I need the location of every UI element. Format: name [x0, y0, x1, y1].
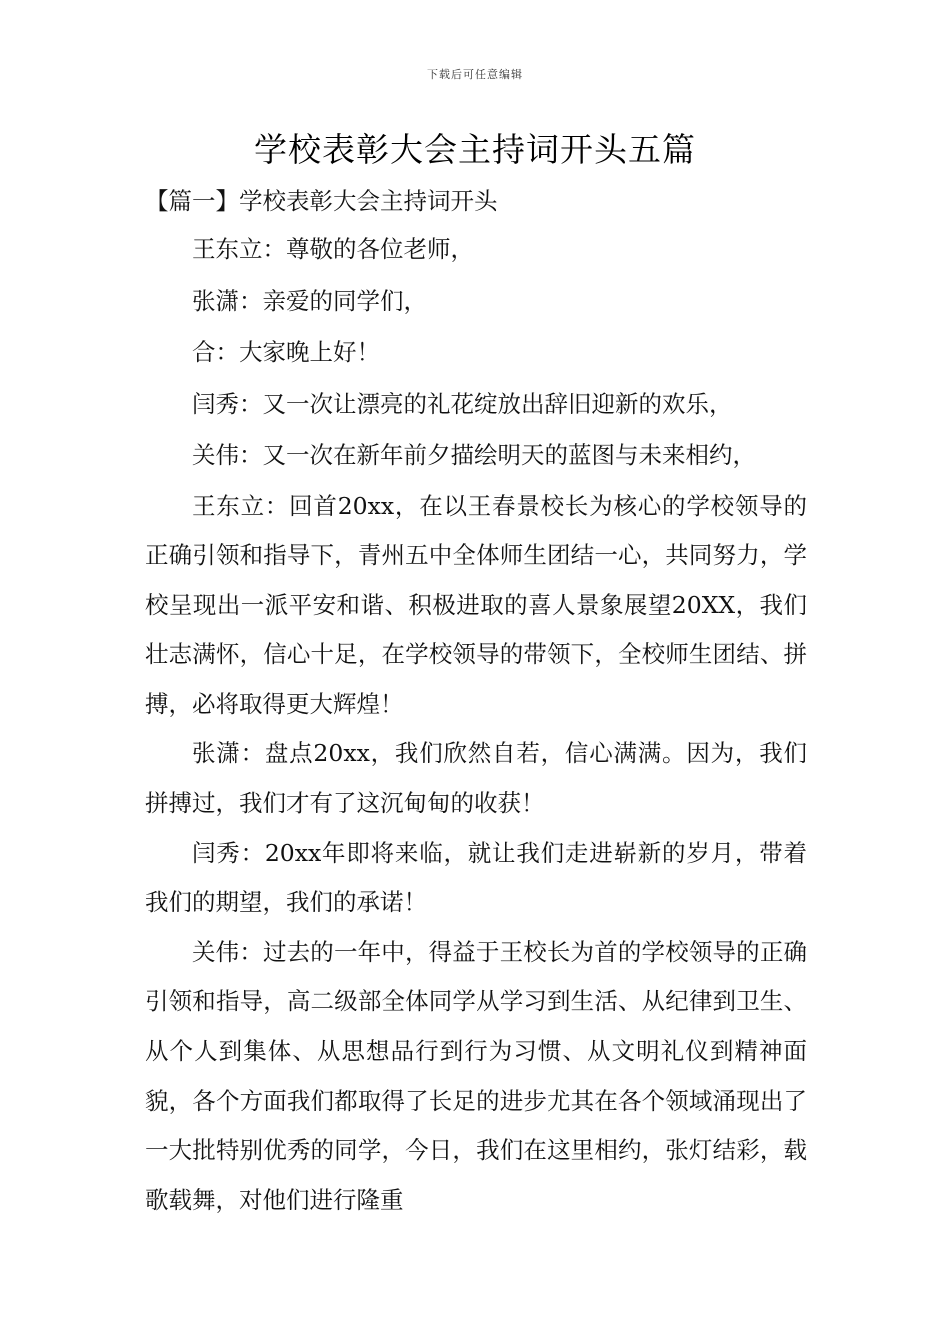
- paragraph: 张潇：盘点20xx，我们欣然自若，信心满满。因为，我们拼搏过，我们才有了这沉甸甸的收获！: [145, 739, 807, 818]
- document-body: [145, 178, 807, 1225]
- paragraph: 关伟：又一次在新年前夕描绘明天的蓝图与未来相约，: [192, 441, 756, 469]
- paragraph: 闫秀：又一次让漂亮的礼花绽放出辞旧迎新的欢乐，: [192, 389, 733, 418]
- paragraph: 合：大家晚上好！: [192, 338, 380, 366]
- header-note: 下载后可任意编辑: [427, 68, 523, 81]
- paragraph: 王东立：回首20xx，在以王春景校长为核心的学校领导的正确引领和指导下，青州五中全体师生团结一心，共同努力，学校呈现出一派平安和谐、积极进取的喜人景象展望20XX，我们壮志满怀，信心十足，在学校领导的带领下，全校师生团结、拼搏，必将取得更大辉煌！: [145, 491, 807, 718]
- section-heading: 【篇一】学校表彰大会主持词开头: [145, 187, 498, 215]
- document-title: 学校表彰大会主持词开头五篇: [254, 130, 696, 169]
- paragraph: 关伟：过去的一年中，得益于王校长为首的学校领导的正确引领和指导，高二级部全体同学从学习到生活、从纪律到卫生、从个人到集体、从思想品行到行为习惯、从文明礼仪到精神面貌，各个方面我们都取得了长足的进步尤其在各个领域涌现出了一大批特别优秀的同学，今日，我们在这里相约，张灯结彩，载歌载舞，对他们进行隆重: [145, 937, 807, 1214]
- paragraph: 闫秀：20xx年即将来临，就让我们走进崭新的岁月，带着我们的期望，我们的承诺！: [145, 838, 807, 917]
- paragraph: 张潇：亲爱的同学们，: [192, 286, 427, 315]
- paragraph: 王东立：尊敬的各位老师，: [192, 235, 474, 263]
